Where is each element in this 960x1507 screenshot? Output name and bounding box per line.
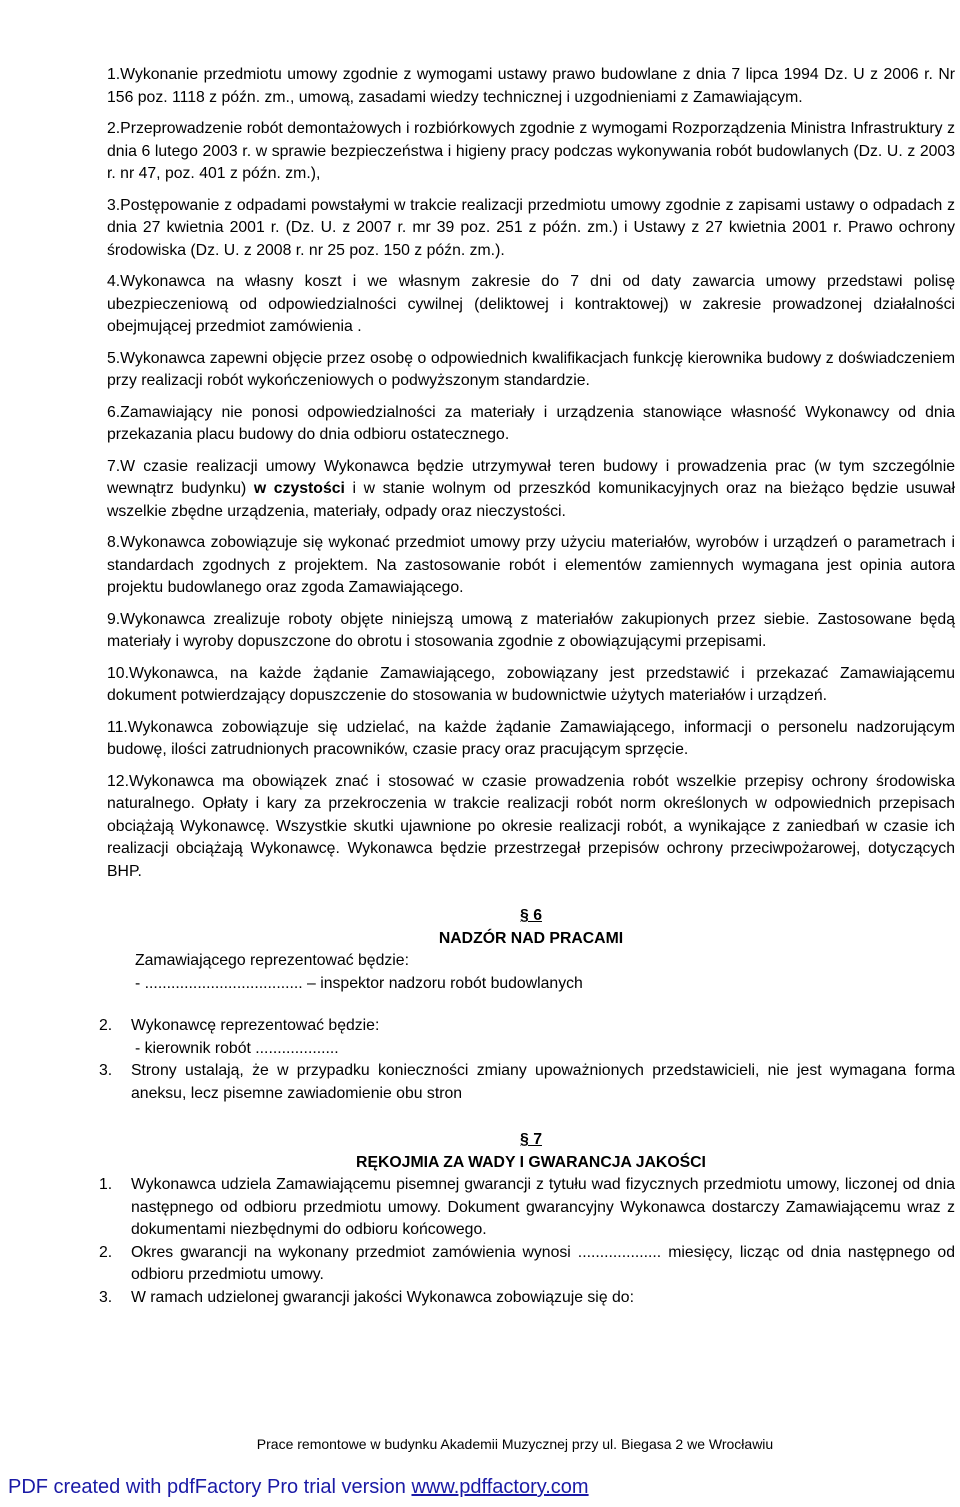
section-7-item-3 bbox=[99, 1287, 955, 1310]
section-6-item-2-sub: - kierownik robót ................... bbox=[135, 1039, 339, 1057]
clause-7-part-1: 7.W czasie realizacji umowy Wykonawca będzie utrzymywał teren budowy i prowadzenia prac (w tym szczególnie wewnątrz budynku) bbox=[107, 457, 955, 497]
section-6-item-2 bbox=[99, 1015, 955, 1038]
section-6-line-1: Zamawiającego reprezentować będzie: bbox=[135, 952, 409, 969]
section-7-item-1 bbox=[99, 1174, 955, 1242]
clause-7 bbox=[107, 456, 955, 524]
section-6-title: NADZÓR NAD PRACAMI bbox=[438, 929, 624, 947]
clause-12: 12.Wykonawca ma obowiązek znać i stosować w czasie prowadzenia robót wszelkie przepisy ochrony środowiska naturalnego. Opłaty i kary za przekroczenia w trakcie realizacji robót norm określonych w odpowiednich przepisach obciążają Wykonawcę. Wszystkie skutki ujawnione po okresie realizacji robót, a wynikające z zaniedbań w czasie ich realizacji obciążają Wykonawcę. Wykonawca będzie przestrzegał przepisów ochrony przeciwpożarowej, dotyczących BHP. bbox=[107, 772, 955, 880]
clause-7-bold: w czystości bbox=[253, 480, 345, 497]
section-7-title: RĘKOJMIA ZA WADY I GWARANCJA JAKOŚCI bbox=[356, 1153, 706, 1171]
clause-9: 9.Wykonawca zrealizuje roboty objęte niniejszą umową z materiałów zakupionych przez siebie. Zastosowane będą materiały i wyroby dopuszczone do obrotu i stosowania zgodnie z obowiązującymi przepisami. bbox=[107, 610, 955, 650]
section-7-number: § 7 bbox=[520, 1131, 542, 1148]
clause-1: 1.Wykonanie przedmiotu umowy zgodnie z wymogami ustawy prawo budowlane z dnia 7 lipca 1994 Dz. U z 2006 r. Nr 156 poz. 1118 z późn. zm., umową, zasadami wiedzy technicznej i uzgodnieniami z Zamawiającym. bbox=[107, 66, 955, 106]
clause-2: 2.Przeprowadzenie robót demontażowych i rozbiórkowych zgodnie z wymogami Rozporządzenia Ministra Infrastruktury z dnia 6 lutego 2003 r. w sprawie bezpieczeństwa i higieny pracy podczas wykonywania robót budowlanych (Dz. U. z 2003 r. nr 47, poz. 401 z późn. zm.), bbox=[107, 120, 955, 182]
item-number: 2. bbox=[99, 1017, 113, 1034]
pdf-watermark-text: PDF created with pdfFactory Pro trial version bbox=[8, 1476, 412, 1498]
document-body bbox=[99, 64, 956, 1309]
clause-7-part-2: i w stanie wolnym od przeszkód komunikacyjnych oraz na bieżąco będzie usuwał wszelkie zbędne urządzenia, materiały, odpady oraz nieczystości. bbox=[107, 480, 956, 520]
page-footer: Prace remontowe w budynku Akademii Muzycznej przy ul. Biegasa 2 we Wrocławiu bbox=[256, 1436, 774, 1452]
page-header: Prace remontowe w budynku Akademii Muzycznej przy ul. Biegasa 2 we Wrocławiu ZP 262-5/10 bbox=[236, 4, 855, 20]
pdffactory-link[interactable]: www.pdffactory.com bbox=[411, 1476, 589, 1498]
clause-3: 3.Postępowanie z odpadami powstałymi w trakcie realizacji przedmiotu umowy zgodnie z zapisami ustawy o odpadach z dnia 27 kwietnia 2001 r. (Dz. U. z 2007 r. mr 39 poz. 251 z późn. zm.) i Ustawy z 27 kwietnia 2001 r. Prawo ochrony środowiska (Dz. U. z 2008 r. nr 25 poz. 150 z późn. zm.). bbox=[107, 196, 955, 259]
clause-5: 5.Wykonawca zapewni objęcie przez osobę o odpowiednich kwalifikacjach funkcję kierownika budowy z doświadczeniem przy realizacji robót wykończeniowych o podwyższonym standardzie. bbox=[107, 349, 955, 389]
item-number: 1. bbox=[99, 1176, 113, 1193]
clause-11: 11.Wykonawca zobowiązuje się udzielać, na każde żądanie Zamawiającego, informacji o personelu nadzorującym budowę, ilości zatrudnionych pracowników, czasie pracy oraz pracującym sprzęcie. bbox=[107, 718, 955, 758]
item-text: Wykonawcę reprezentować będzie: bbox=[131, 1017, 380, 1034]
item-text: Strony ustalają, że w przypadku konieczności zmiany upoważnionych przedstawicieli, nie jest wymagana forma aneksu, lecz pisemne zawiadomienie obu stron bbox=[131, 1062, 955, 1102]
clause-8: 8.Wykonawca zobowiązuje się wykonać przedmiot umowy przy użyciu materiałów, wyrobów i urządzeń o parametrach i standardach zgodnych z projektem. Na zastosowanie robót i elementów zamiennych wymagana jest opinia autora projektu budowlanego oraz zgoda Zamawiającego. bbox=[107, 534, 955, 596]
item-text: Wykonawca udziela Zamawiającemu pisemnej gwarancji z tytułu wad fizycznych przedmiotu umowy, liczonej od dnia następnego od odbioru przedmiotu umowy. Dokument gwarancyjny Wykonawca dostarczy Zamawiającemu wraz z dokumentami niezbędnymi do odbioru końcowego. bbox=[131, 1176, 955, 1238]
clause-10: 10.Wykonawca, na każde żądanie Zamawiającego, zobowiązany jest przedstawić i przekazać Zamawiającemu dokument potwierdzający dopuszczenie do stosowania w budownictwie użytych materiałów i urządzeń. bbox=[107, 664, 955, 704]
page-subtitle: WZÓR bbox=[457, 37, 503, 53]
clause-6: 6.Zamawiający nie ponosi odpowiedzialności za materiały i urządzenia stanowiące własność Wykonawcy od dnia przekazania placu budowy do dnia odbioru ostatecznego. bbox=[107, 403, 955, 443]
section-6-line-2: - .................................... – inspektor nadzoru robót budowlanych bbox=[135, 974, 583, 992]
section-7-item-2 bbox=[99, 1242, 955, 1287]
section-7-heading bbox=[107, 1129, 955, 1174]
item-number: 3. bbox=[99, 1062, 113, 1079]
item-number: 3. bbox=[99, 1288, 113, 1306]
section-6-heading bbox=[107, 905, 955, 950]
clause-4: 4.Wykonawca na własny koszt i we własnym zakresie do 7 dni od daty zawarcia umowy przedstawi polisę ubezpieczeniową od odpowiedzialności cywilnej (deliktowej i kontraktowej) w zakresie prowadzonej działalności obejmującej przedmiot zamówienia . bbox=[107, 273, 955, 335]
pdf-watermark bbox=[8, 1476, 589, 1499]
section-6-number: § 6 bbox=[520, 907, 542, 924]
item-text: W ramach udzielonej gwarancji jakości Wykonawca zobowiązuje się do: bbox=[131, 1288, 634, 1306]
item-text: Okres gwarancji na wykonany przedmiot zamówienia wynosi ................... miesięcy, licząc od dnia następnego od odbioru przedmiotu umowy. bbox=[131, 1243, 955, 1283]
item-number: 2. bbox=[99, 1243, 113, 1261]
section-6-item-3 bbox=[99, 1060, 955, 1105]
